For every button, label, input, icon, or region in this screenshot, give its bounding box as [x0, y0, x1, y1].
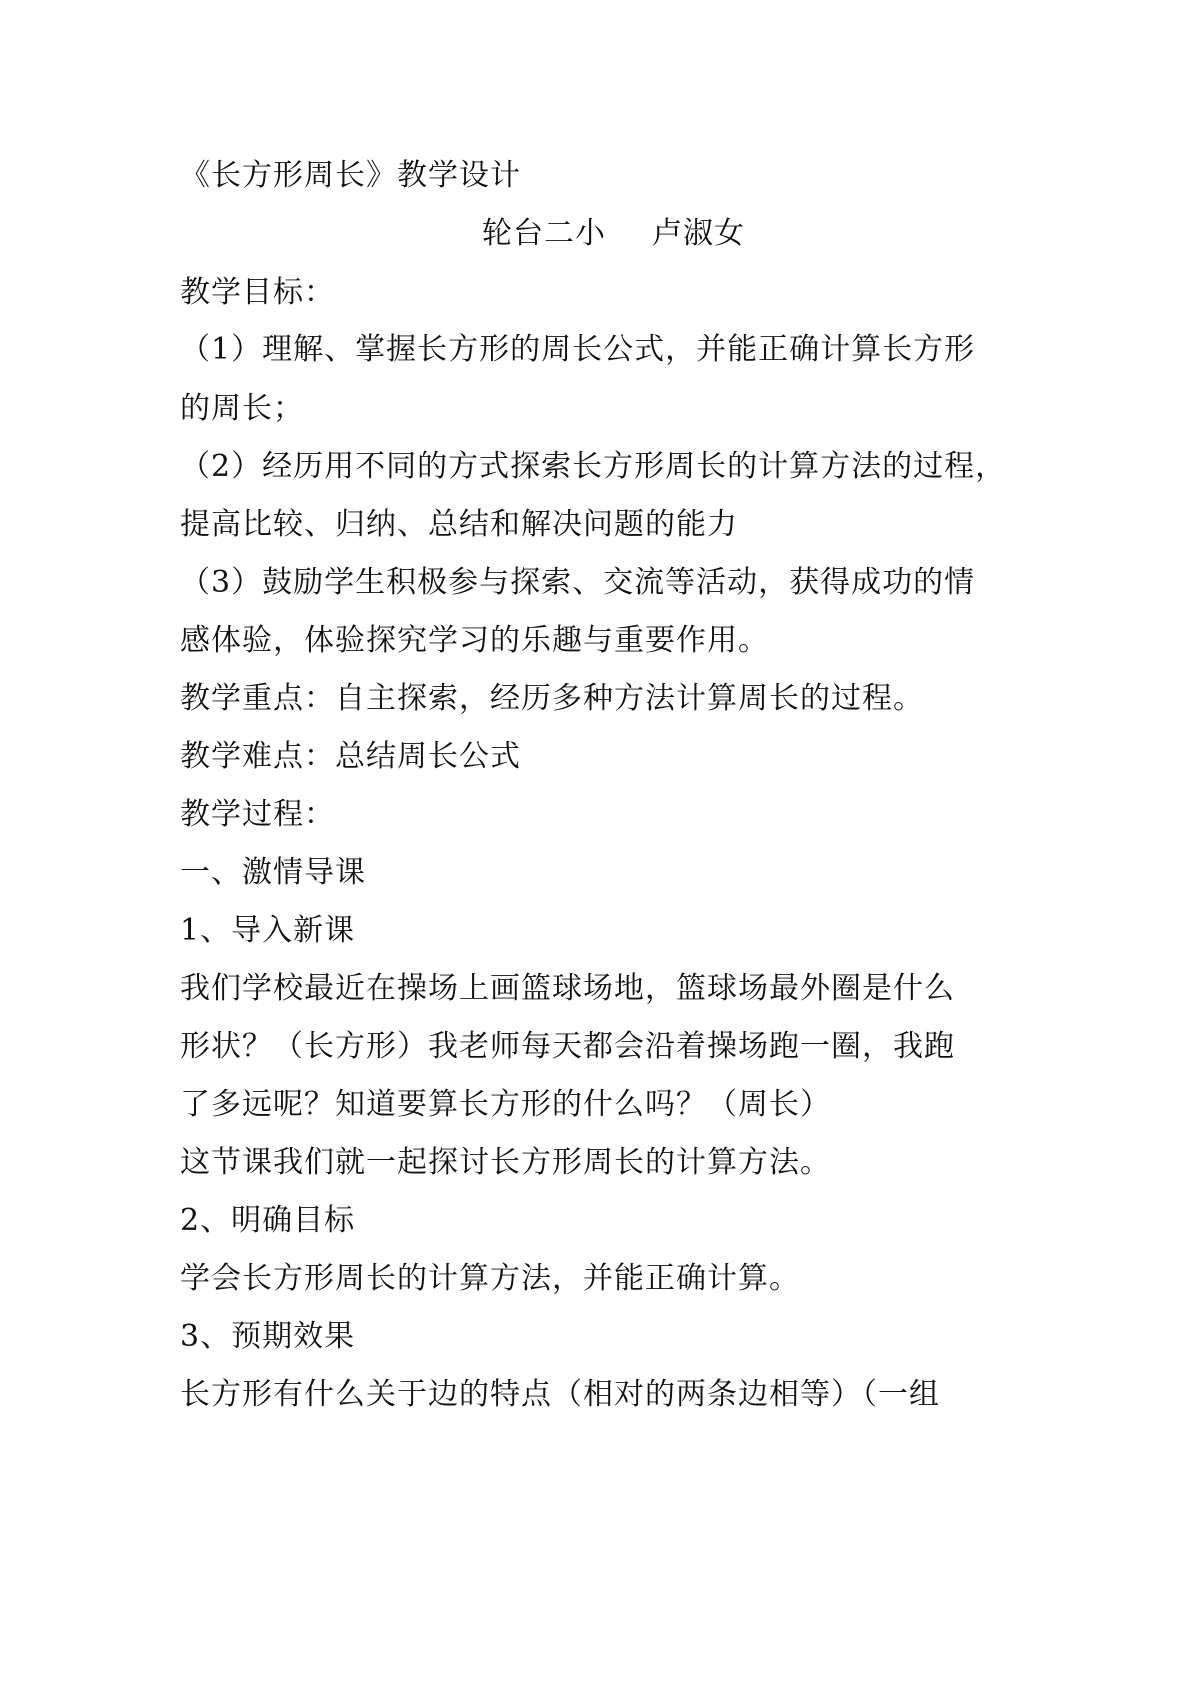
goal1-line1: （1）理解、掌握长方形的周长公式，并能正确计算长方形 [180, 332, 976, 367]
step-heading-1: 1、导入新课 [180, 913, 356, 948]
goals-heading: 教学目标： [180, 275, 335, 310]
goal2-line2: 提高比较、归纳、总结和解决问题的能力 [180, 507, 738, 542]
process-heading: 教学过程： [180, 797, 335, 832]
difficulty: 教学难点：总结周长公式 [180, 739, 521, 774]
step-heading-3: 3、预期效果 [180, 1319, 356, 1354]
goal2-line1: （2）经历用不同的方式探索长方形周长的计算方法的过程， [180, 449, 1007, 484]
author-name: 卢淑女 [652, 216, 745, 251]
intro-line3: 了多远呢？知道要算长方形的什么吗？（周长） [180, 1087, 831, 1122]
key-point: 教学重点：自主探索，经历多种方法计算周长的过程。 [180, 681, 924, 716]
intro-line4: 这节课我们就一起探讨长方形周长的计算方法。 [180, 1145, 831, 1180]
step-heading-2: 2、明确目标 [180, 1203, 356, 1238]
intro-line1: 我们学校最近在操场上画篮球场地，篮球场最外圈是什么 [180, 971, 955, 1006]
intro-line2: 形状？（长方形）我老师每天都会沿着操场跑一圈，我跑 [180, 1029, 955, 1064]
effect-text: 长方形有什么关于边的特点（相对的两条边相等）（一组 [180, 1377, 940, 1412]
goal1-line2: 的周长； [180, 391, 304, 426]
goal-text: 学会长方形周长的计算方法，并能正确计算。 [180, 1261, 800, 1296]
author-line [482, 214, 745, 254]
goal3-line2: 感体验，体验探究学习的乐趣与重要作用。 [180, 623, 769, 658]
goal3-line1: （3）鼓励学生积极参与探索、交流等活动，获得成功的情 [180, 565, 976, 600]
section-heading-1: 一、激情导课 [180, 855, 366, 890]
document-title: 《长方形周长》教学设计 [180, 158, 521, 193]
school-name: 轮台二小 [482, 216, 606, 251]
